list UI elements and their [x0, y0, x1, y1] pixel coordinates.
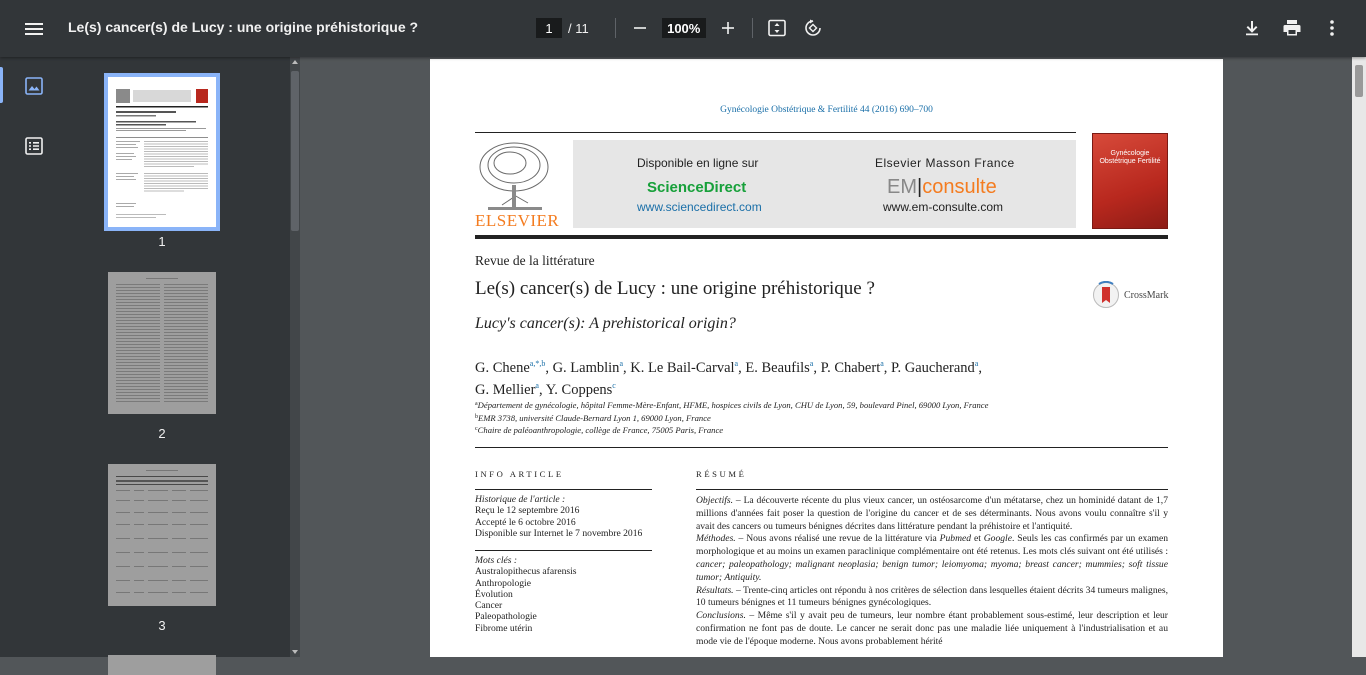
- affiliation-text: EMR 3738, université Claude-Bernard Lyon 1, 69000 Lyon, France: [478, 412, 711, 423]
- zoom-in-button[interactable]: [714, 14, 742, 42]
- separator: ,: [813, 360, 821, 376]
- thumbnail-label: 1: [158, 234, 166, 249]
- toolbar-divider: [615, 18, 616, 38]
- outline-view-button[interactable]: [22, 134, 46, 158]
- scroll-thumb[interactable]: [1355, 65, 1363, 97]
- abstract-term: Google: [983, 533, 1012, 545]
- zoom-input[interactable]: [662, 18, 706, 38]
- rotate-icon: [803, 18, 823, 38]
- author-list: [475, 355, 1115, 399]
- article-history: [475, 494, 642, 539]
- keywords-label: Mots clés :: [475, 555, 518, 566]
- scroll-down-icon[interactable]: [292, 650, 298, 654]
- elsevier-wordmark: ELSEVIER: [475, 211, 560, 230]
- page-zoom-controls: [536, 14, 827, 42]
- abstract-paragraph: La découverte récente du plus vieux cancer, un ostéosarcome d'un métatarse, chez un hominidé datant de 1,7 millions d'années fait poser la question de l'origine du cancer et de ses déterminants. Nous avons voulu connaître s'il y avait des cancers ou tumeurs bénignes décrites dans littérature pendant la préhistoire et l'antiquité.: [696, 495, 1168, 532]
- author-name: K. Le Bail-Carval: [630, 360, 735, 376]
- keyword: Fibrome utérin: [475, 622, 533, 634]
- abstract-paragraph: Trente-cinq articles ont répondu à nos critères de sélection dans lesquelles étaient décrits 34 tumeurs malignes, 10 tumeurs bénignes et 11 tumeurs bénignes gynécologiques.: [696, 584, 1169, 609]
- author-line: [475, 355, 1115, 377]
- affiliation-key: a: [475, 401, 478, 407]
- affiliation-text: Chaire de paléoanthropologie, collège de France, 75005 Paris, France: [477, 425, 724, 435]
- affiliation-mark[interactable]: a: [974, 359, 979, 368]
- author-name: E. Beaufils: [745, 360, 810, 376]
- history-item: Accepté le 6 octobre 2016: [475, 516, 576, 528]
- author-name: P. Chabert: [820, 360, 881, 376]
- abstract-paragraph: Même s'il y avait peu de tumeurs, leur nombre étant probablement sous-estimé, leur description et leur confirmation ne font pas de doute. Le cancer ne serait donc pas une maladie liée uniquement à l'industrialisation et au mode vie de l'époque moderne. Nous avons probablement hérité: [696, 610, 1169, 647]
- thumbnail-page-1[interactable]: [108, 77, 216, 227]
- keyword: Cancer: [475, 600, 503, 612]
- thumbnail-page-4[interactable]: [108, 655, 216, 675]
- availability-banner: [573, 140, 1076, 228]
- fit-to-page-button[interactable]: [763, 14, 791, 42]
- plus-icon: [720, 20, 736, 36]
- affiliation-mark[interactable]: a: [619, 359, 623, 368]
- sciencedirect-logo: ScienceDirect: [647, 179, 747, 196]
- info-article-heading: INFO ARTICLE: [475, 469, 564, 479]
- keyword: Anthropologie: [475, 577, 531, 589]
- history-item: Reçu le 12 septembre 2016: [475, 505, 580, 517]
- document-viewer[interactable]: [300, 57, 1366, 657]
- info-rule: [475, 489, 652, 490]
- affiliation-mark[interactable]: a,*,b: [529, 359, 546, 368]
- affiliation-mark[interactable]: a: [734, 359, 739, 368]
- thumbnail-page-3[interactable]: [108, 464, 216, 606]
- header-rule: [475, 132, 1076, 133]
- thick-rule: [475, 235, 1168, 239]
- author-name: G. Mellier: [475, 382, 536, 398]
- affiliation-item: [475, 424, 988, 437]
- separator: ,: [623, 360, 631, 376]
- abstract-label: Méthodes.: [696, 533, 736, 545]
- em-consulte-logo: EM|consulte: [887, 176, 997, 198]
- author-name: P. Gaucherand: [891, 360, 975, 376]
- keywords-block: [475, 555, 577, 634]
- separator: ,: [538, 382, 546, 398]
- article-subtitle: Lucy's cancer(s): A prehistorical origin?: [475, 315, 736, 332]
- crossmark-badge[interactable]: [1092, 281, 1168, 309]
- history-item: Disponible sur Internet le 7 novembre 2016: [475, 527, 643, 539]
- abstract-keywords: cancer; paleopathology; malignant neoplasia; benign tumor; leiomyoma; myoma; breast cancer; mummies; soft tissue tumor; Antiquity.: [696, 558, 1168, 583]
- rotate-button[interactable]: [799, 14, 827, 42]
- thumbnail-page-2[interactable]: [108, 272, 216, 414]
- abstract-resultats: Résultats. – Trente-cinq articles ont répondu à nos critères de sélection dans lesquelles étaient décrits 34 tumeurs malignes, 10 tumeurs bénignes et 11 tumeurs bénignes gynécologiques.: [696, 584, 1169, 609]
- affiliation-item: [475, 399, 988, 412]
- history-label: Historique de l'article :: [475, 494, 566, 505]
- abstract-conjunction: et: [973, 533, 981, 545]
- abstract-paragraph: Nous avons réalisé une revue de la littérature via: [746, 533, 937, 545]
- author-name: Y. Coppens: [545, 382, 613, 398]
- crossmark-icon: [1092, 281, 1120, 309]
- crossmark-label: CrossMark: [1124, 289, 1169, 301]
- resume-heading: RÉSUMÉ: [696, 469, 747, 479]
- abstract-paragraph: . Seuls les cas confirmés par un examen morphologique et au moins un examen paraclinique complémentaire ont été retenus. Les mots clés suivant ont été utilisés :: [696, 533, 1169, 558]
- print-button[interactable]: [1278, 14, 1306, 42]
- menu-icon[interactable]: [22, 17, 46, 41]
- minus-icon: [632, 20, 648, 36]
- resume-rule: [696, 489, 1168, 490]
- zoom-out-button[interactable]: [626, 14, 654, 42]
- thumbnail-panel: [68, 57, 300, 657]
- thumbnail-scrollbar[interactable]: [290, 57, 300, 657]
- affiliation-mark[interactable]: a: [535, 381, 539, 390]
- pdf-toolbar: [0, 0, 1366, 57]
- affiliation-mark[interactable]: a: [809, 359, 814, 368]
- print-icon: [1282, 18, 1302, 38]
- keyword: Australopithecus afarensis: [475, 566, 577, 578]
- keywords-rule: [475, 550, 652, 551]
- available-online-text: Disponible en ligne sur: [637, 156, 759, 170]
- author-name: G. Lamblin: [552, 360, 620, 376]
- consulte-text: consulte: [922, 176, 997, 198]
- article-title: Le(s) cancer(s) de Lucy : une origine préhistorique ?: [475, 278, 875, 299]
- affiliation-mark[interactable]: a: [880, 359, 884, 368]
- separator: ,: [738, 360, 746, 376]
- more-vert-icon: [1322, 18, 1342, 38]
- author-line: [475, 377, 1115, 399]
- journal-reference: Gynécologie Obstétrique & Fertilité 44 (2016) 690–700: [720, 105, 933, 115]
- more-options-button[interactable]: [1318, 14, 1346, 42]
- download-icon: [1242, 18, 1262, 38]
- author-name: G. Chene: [475, 360, 530, 376]
- em-text: EM: [887, 176, 917, 198]
- document-scrollbar[interactable]: [1352, 57, 1366, 657]
- abstract-label: Résultats.: [696, 584, 734, 596]
- list-icon: [22, 134, 46, 158]
- affiliation-key: b: [475, 413, 478, 420]
- section-rule: [475, 447, 1168, 448]
- keyword: Évolution: [475, 588, 513, 600]
- image-icon: [22, 74, 46, 98]
- thumbnail-label: 2: [158, 426, 166, 441]
- abstract-conclusions: Conclusions. – Même s'il y avait peu de tumeurs, leur nombre étant probablement sous-estimé, leur description et leur confirmation ne font pas de doute. Le cancer ne serait donc pas une maladie liée uniquement à l'industrialisation et au mode vie de l'époque moderne. Nous avons probablement hérité: [696, 610, 1169, 647]
- affiliation-key: c: [475, 426, 478, 432]
- scroll-thumb[interactable]: [291, 71, 299, 231]
- thumbnail-label: 3: [158, 618, 166, 633]
- abstract-objectifs: Objectifs. – La découverte récente du plus vieux cancer, un ostéosarcome d'un métatarse, chez un hominidé datant de 1,7 millions d'années fait poser la question de l'origine du cancer et de ses déterminants. Nous avons voulu connaître s'il y avait des cancers ou tumeurs bénignes décrites dans littérature pendant la préhistoire et l'antiquité.: [696, 495, 1168, 532]
- keyword: Paleopathologie: [475, 611, 537, 623]
- abstract-text: [696, 495, 1168, 649]
- pdf-page: [430, 59, 1223, 657]
- affiliation-text: Département de gynécologie, hôpital Femme-Mère-Enfant, HFME, hospices civils de Lyon, CHU de Lyon, 59, boulevard Pinel, 69000 Lyon, France: [477, 400, 989, 410]
- section-type: Revue de la littérature: [475, 253, 595, 268]
- affiliation-item: [475, 412, 988, 425]
- separator: ,: [883, 360, 892, 376]
- abstract-term: Pubmed: [939, 533, 972, 545]
- toolbar-actions: [1238, 14, 1346, 42]
- page-preview: [108, 464, 216, 606]
- toolbar-divider: [752, 18, 753, 38]
- fit-page-icon: [767, 18, 787, 38]
- separator: ,: [545, 360, 553, 376]
- sciencedirect-link[interactable]: www.sciencedirect.com: [637, 200, 762, 214]
- page-number-input[interactable]: [536, 18, 562, 38]
- abstract-methodes: Méthodes. – Nous avons réalisé une revue de la littérature via Pubmed et Google. Seuls les cas confirmés par un examen morphologique et au moins un examen paraclinique complémentaire ont été retenus. Les mots clés suivant ont été utilisés : cancer; paleopathology; malignant neoplasia; benign tumor; leiomyoma; myoma; breast cancer; mummies; soft tissue tumor; Antiquity.: [696, 533, 1169, 583]
- masson-text: Elsevier Masson France: [875, 156, 1015, 170]
- page-total: / 11: [568, 20, 589, 36]
- thumbnail-view-button[interactable]: [22, 74, 46, 98]
- em-consulte-link[interactable]: www.em-consulte.com: [883, 200, 1004, 214]
- scroll-up-icon[interactable]: [292, 60, 298, 64]
- separator: ,: [978, 360, 982, 376]
- affiliation-mark[interactable]: c: [612, 381, 616, 390]
- journal-cover: Gynécologie Obstétrique Fertilité: [1092, 133, 1168, 229]
- abstract-label: Conclusions.: [696, 610, 746, 622]
- document-title: Le(s) cancer(s) de Lucy : une origine préhistorique ?: [68, 19, 419, 35]
- sidebar-strip: [0, 57, 68, 657]
- active-indicator: [0, 67, 3, 103]
- abstract-label: Objectifs.: [696, 495, 734, 506]
- download-button[interactable]: [1238, 14, 1266, 42]
- page-preview: [108, 272, 216, 414]
- affiliations: [475, 399, 988, 437]
- page-preview: [108, 77, 216, 227]
